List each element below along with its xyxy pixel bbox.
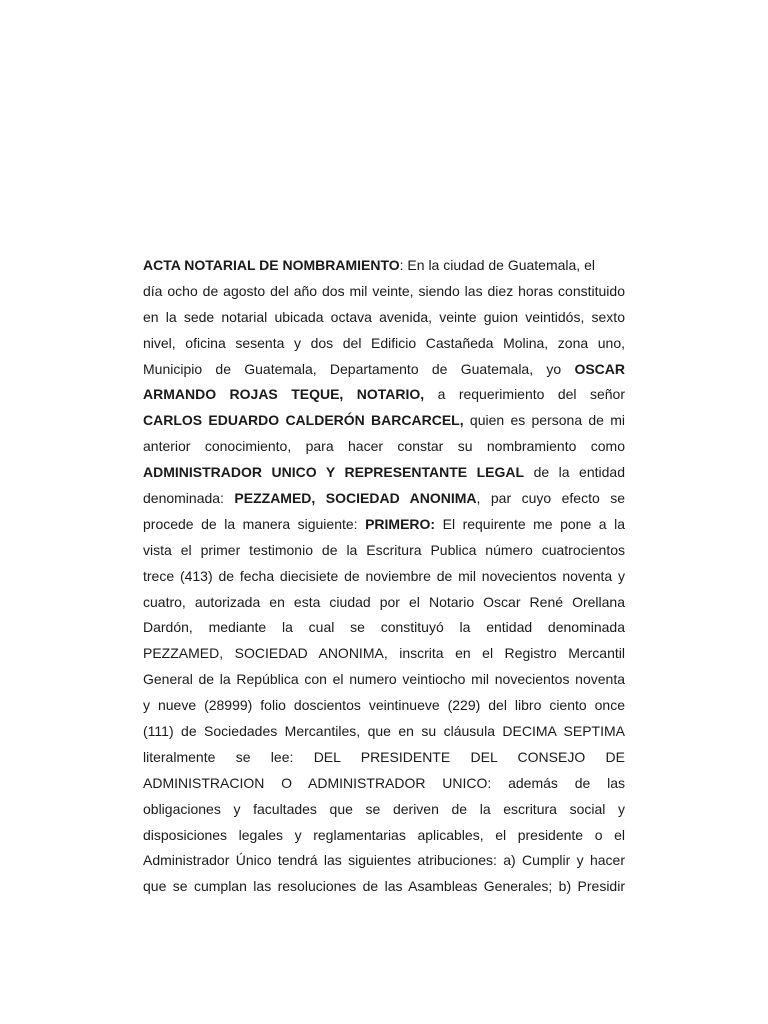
text-line (143, 641, 625, 667)
text-run: General de la República con el numero veintiocho mil novecientos noventa (143, 671, 625, 688)
text-line (143, 797, 625, 823)
text-run: que se cumplan las resoluciones de las Asambleas Generales; b) Presidir (143, 878, 625, 895)
bold-text-run: OSCAR (574, 360, 625, 377)
text-line (143, 874, 625, 900)
text-line (143, 823, 625, 849)
text-run: en la sede notarial ubicada octava avenida, veinte guion veintidós, sexto (143, 308, 625, 325)
text-run: ADMINISTRACION O ADMINISTRADOR UNICO: además de las (143, 774, 625, 791)
text-run: El requirente me pone a la (435, 515, 625, 532)
text-line (143, 693, 625, 719)
text-run: (111) de Sociedades Mercantiles, que en su cláusula DECIMA SEPTIMA (143, 723, 625, 740)
text-run: y nueve (28999) folio doscientos veintinueve (229) del libro ciento once (143, 697, 625, 714)
text-run: quien es persona de mi (463, 412, 626, 429)
text-run: trece (413) de fecha diecisiete de noviembre de mil novecientos noventa y (143, 567, 625, 584)
bold-text-run: ARMANDO ROJAS TEQUE, NOTARIO, (143, 386, 425, 403)
text-run: de la entidad (524, 464, 625, 481)
bold-text-run: ACTA NOTARIAL DE NOMBRAMIENTO (143, 257, 400, 273)
text-run: cuatro, autorizada en esta ciudad por el Notario Oscar René Orellana (143, 593, 625, 610)
text-run: procede de la manera siguiente: (143, 515, 366, 532)
text-line (143, 382, 625, 408)
notarial-act-body (143, 253, 625, 900)
text-run: Administrador Único tendrá las siguientes atribuciones: a) Cumplir y hacer (143, 852, 625, 869)
text-line (143, 434, 625, 460)
text-run: denominada: (143, 490, 235, 507)
text-run: : En la ciudad de Guatemala, el (399, 257, 595, 273)
text-run: Dardón, mediante la cual se constituyó la entidad denominada (143, 619, 625, 636)
text-line (143, 408, 625, 434)
text-run: día ocho de agosto del año dos mil veinte, siendo las diez horas constituido (143, 282, 625, 299)
text-line (143, 615, 625, 641)
text-line (143, 590, 625, 616)
bold-text-run: PEZZAMED, SOCIEDAD ANONIMA (234, 490, 477, 507)
text-line (143, 667, 625, 693)
text-run: Municipio de Guatemala, Departamento de Guatemala, yo (143, 360, 575, 377)
text-line (143, 305, 625, 331)
text-run: nivel, oficina sesenta y dos del Edificio Castañeda Molina, zona uno, (143, 334, 625, 351)
text-run: anterior conocimiento, para hacer constar su nombramiento como (143, 438, 625, 455)
text-line (143, 279, 625, 305)
text-line (143, 745, 625, 771)
bold-text-run: CARLOS EDUARDO CALDERÓN BARCARCEL, (143, 412, 464, 429)
text-line (143, 357, 625, 383)
text-line (143, 848, 625, 874)
text-run: vista el primer testimonio de la Escritura Publica número cuatrocientos (143, 541, 625, 558)
text-run: PEZZAMED, SOCIEDAD ANONIMA, inscrita en el Registro Mercantil (143, 645, 625, 662)
text-line (143, 771, 625, 797)
text-run: , par cuyo efecto se (476, 490, 625, 507)
bold-text-run: ADMINISTRADOR UNICO Y REPRESENTANTE LEGAL (143, 464, 525, 481)
bold-text-run: PRIMERO: (365, 515, 436, 532)
text-run: disposiciones legales y reglamentarias aplicables, el presidente o el (143, 826, 625, 843)
text-line (143, 512, 625, 538)
text-line (143, 538, 625, 564)
text-line (143, 253, 625, 279)
text-run: literalmente se lee: DEL PRESIDENTE DEL CONSEJO DE (143, 748, 625, 765)
text-line (143, 460, 625, 486)
text-run: obligaciones y facultades que se deriven de la escritura social y (143, 800, 625, 817)
text-line (143, 719, 625, 745)
text-line (143, 331, 625, 357)
text-line (143, 564, 625, 590)
text-line (143, 486, 625, 512)
text-run: a requerimiento del señor (424, 386, 625, 403)
